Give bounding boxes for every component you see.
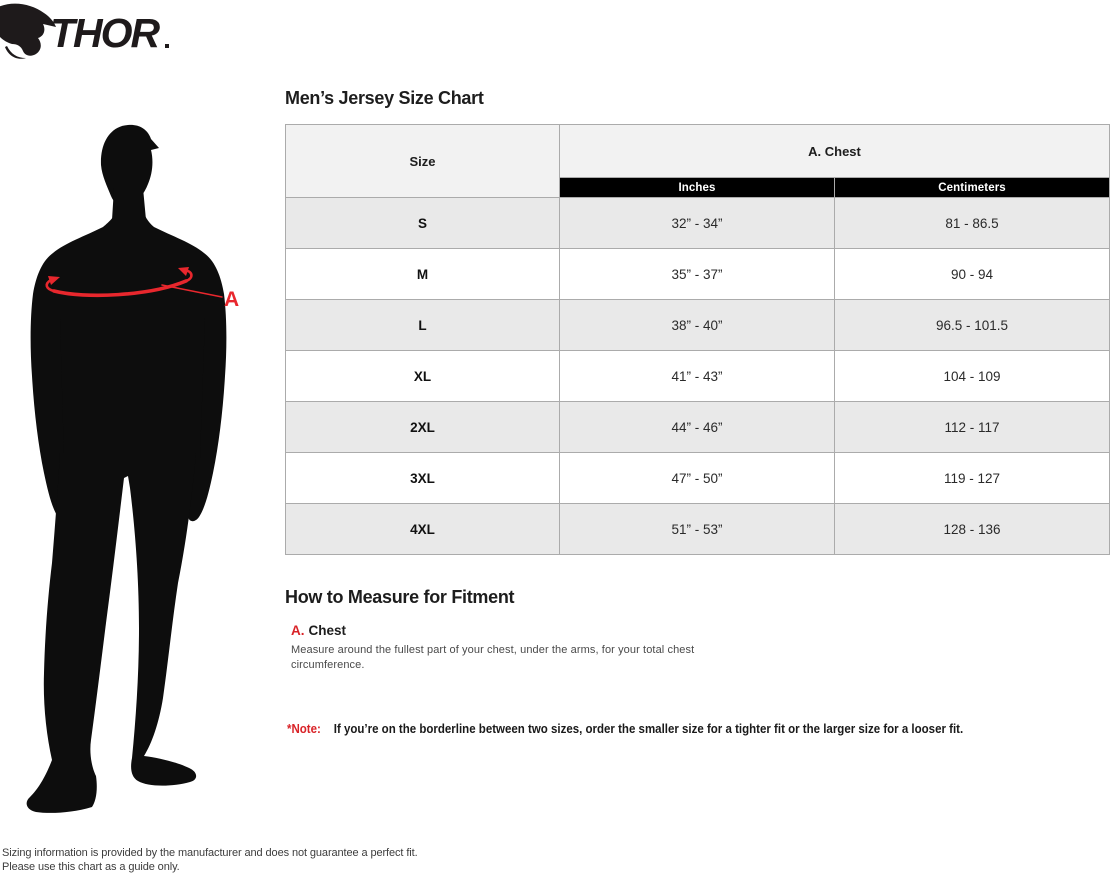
measure-key: A. bbox=[291, 623, 305, 638]
centimeters-cell: 81 - 86.5 bbox=[835, 198, 1110, 249]
measure-item-chest bbox=[291, 623, 711, 673]
table-row bbox=[286, 453, 1110, 504]
disclaimer-line-2: Please use this chart as a guide only. bbox=[2, 861, 180, 873]
disclaimer bbox=[2, 846, 418, 874]
size-cell: S bbox=[286, 198, 560, 249]
body-measurement-figure bbox=[0, 118, 270, 824]
size-cell: 3XL bbox=[286, 453, 560, 504]
col-header-centimeters: Centimeters bbox=[835, 178, 1110, 198]
table-row bbox=[286, 198, 1110, 249]
thor-wordmark: THOR bbox=[50, 10, 159, 56]
disclaimer-line-1: Sizing information is provided by the manufacturer and does not guarantee a perfect fit. bbox=[2, 847, 418, 859]
inches-cell: 32” - 34” bbox=[560, 198, 835, 249]
inches-cell: 35” - 37” bbox=[560, 249, 835, 300]
table-row bbox=[286, 249, 1110, 300]
measure-item-heading bbox=[291, 623, 711, 638]
col-header-inches: Inches bbox=[560, 178, 835, 198]
size-cell: M bbox=[286, 249, 560, 300]
table-row bbox=[286, 402, 1110, 453]
size-cell: XL bbox=[286, 351, 560, 402]
centimeters-cell: 119 - 127 bbox=[835, 453, 1110, 504]
centimeters-cell: 90 - 94 bbox=[835, 249, 1110, 300]
size-cell: 4XL bbox=[286, 504, 560, 555]
inches-cell: 41” - 43” bbox=[560, 351, 835, 402]
centimeters-cell: 128 - 136 bbox=[835, 504, 1110, 555]
figure-label-a: A bbox=[224, 288, 240, 311]
measure-label: Chest bbox=[308, 623, 347, 638]
inches-cell: 47” - 50” bbox=[560, 453, 835, 504]
table-row bbox=[286, 504, 1110, 555]
thor-goat-icon bbox=[0, 4, 56, 59]
size-cell: L bbox=[286, 300, 560, 351]
inches-cell: 44” - 46” bbox=[560, 402, 835, 453]
size-chart-title: Men’s Jersey Size Chart bbox=[285, 88, 484, 108]
thor-logo[interactable] bbox=[0, 3, 178, 59]
fit-note bbox=[287, 722, 963, 736]
centimeters-cell: 96.5 - 101.5 bbox=[835, 300, 1110, 351]
inches-cell: 38” - 40” bbox=[560, 300, 835, 351]
note-label: *Note: bbox=[287, 722, 321, 736]
measure-description: Measure around the fullest part of your chest, under the arms, for your total chest circumference. bbox=[291, 644, 695, 671]
how-to-measure-title: How to Measure for Fitment bbox=[285, 587, 515, 607]
note-text: If you’re on the borderline between two sizes, order the smaller size for a tighter fit or the larger size for a looser fit. bbox=[333, 722, 964, 736]
centimeters-cell: 112 - 117 bbox=[835, 402, 1110, 453]
table-header-row bbox=[286, 125, 1110, 178]
size-cell: 2XL bbox=[286, 402, 560, 453]
table-row bbox=[286, 300, 1110, 351]
male-silhouette bbox=[27, 125, 227, 813]
centimeters-cell: 104 - 109 bbox=[835, 351, 1110, 402]
col-header-size: Size bbox=[286, 125, 560, 198]
table-row bbox=[286, 351, 1110, 402]
logo-trademark-dot bbox=[165, 44, 169, 48]
inches-cell: 51” - 53” bbox=[560, 504, 835, 555]
size-chart-table bbox=[285, 124, 1110, 555]
col-header-chest: A. Chest bbox=[560, 125, 1110, 178]
